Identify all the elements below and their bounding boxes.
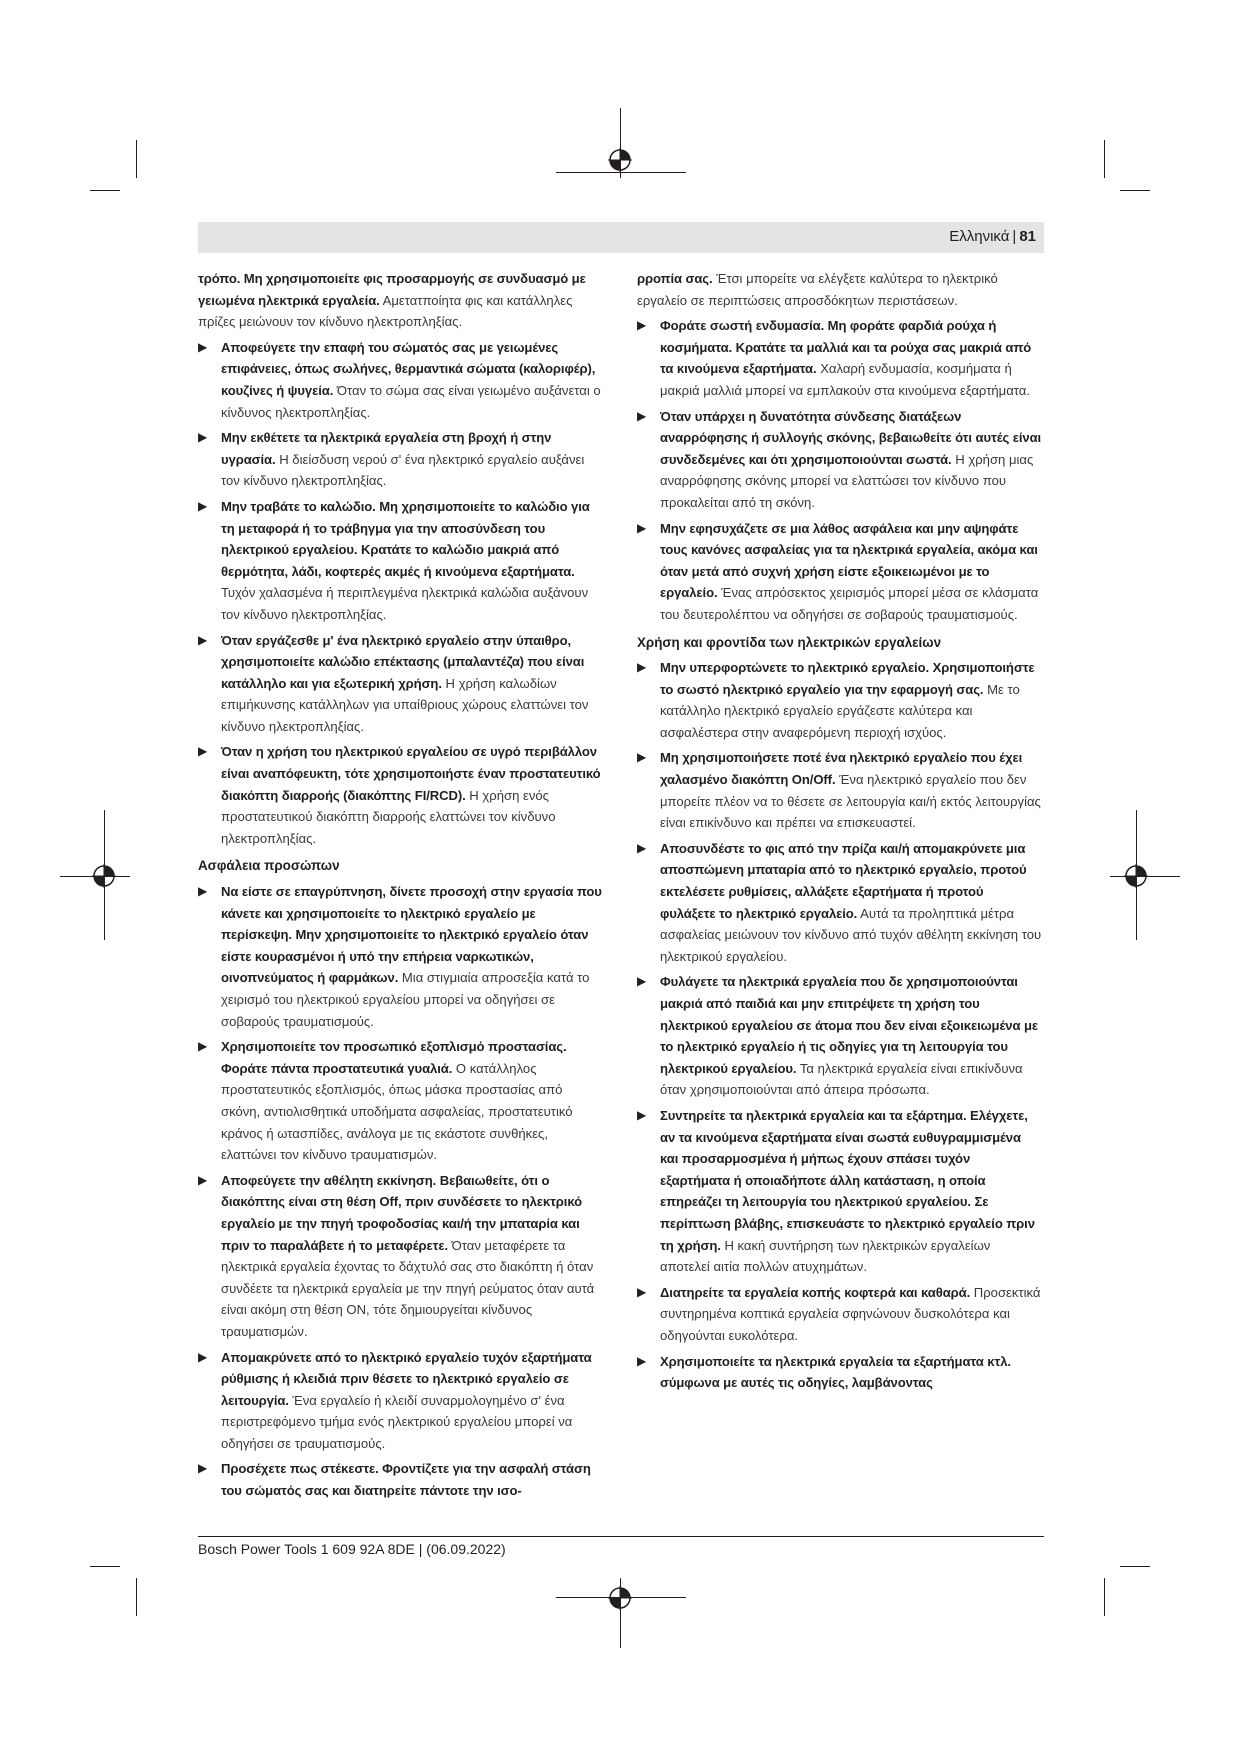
- bullet-arrow-icon: ▶: [637, 750, 647, 765]
- instruction-explanation-text: Η χρήση ενός προστατευτικού διακόπτη διαρροής ελαττώνει τον κίνδυνο ηλεκτροπληξίας.: [221, 787, 556, 846]
- instruction-bold-text: ρροπία σας.: [637, 271, 713, 286]
- bullet-arrow-icon: ▶: [198, 744, 208, 759]
- instruction-explanation-text: Ένα ηλεκτρικό εργαλείο που δεν μπορείτε πλέον να το θέσετε σε λειτουργία και/ή εκτός λειτουργίας είναι επικίνδυνο και πρέπει να επισκευαστεί.: [660, 772, 1041, 831]
- section-heading: Χρήση και φροντίδα των ηλεκτρικών εργαλείων: [637, 634, 942, 650]
- instruction-bold-text: Αποσυνδέστε το φις από την πρίζα και/ή απομακρύνετε μια αποσπώμενη μπαταρία από το ηλεκτρικό εργαλείο, προτού εκτελέσετε ρυθμίσεις, αλλάξετε εξαρτήματα ή προτού φυλάξετε το ηλεκτρικό εργαλείο.: [660, 840, 1027, 921]
- bullet-arrow-icon: ▶: [637, 408, 647, 423]
- right-column: [637, 268, 1042, 1398]
- instruction-explanation-text: Τυχόν χαλασμένα ή περιπλεγμένα ηλεκτρικά καλώδια αυξάνουν τον κίνδυνο ηλεκτροπληξίας.: [221, 585, 589, 622]
- instruction-bold-text: Απομακρύνετε από το ηλεκτρικό εργαλείο τυχόν εξαρτήματα ρύθμισης ή κλειδιά πριν θέσετε το ηλεκτρικό εργαλείο σε λειτουργία.: [221, 1349, 592, 1408]
- instruction-bold-text: Αποφεύγετε την αθέλητη εκκίνηση. Βεβαιωθείτε, ότι ο διακόπτης είναι στη θέση Off, πριν συνδέσετε το ηλεκτρικό εργαλείο με την πηγή τροφοδοσίας και/ή την μπαταρία και πριν το παραλάβετε ή το μεταφέρετε.: [221, 1172, 583, 1253]
- continued-paragraph: [198, 268, 603, 333]
- registration-top-line-h: [556, 172, 686, 173]
- instruction-explanation-text: Η διείσδυση νερού σ' ένα ηλεκτρικό εργαλείο αυξάνει τον κίνδυνο ηλεκτροπληξίας.: [221, 451, 585, 489]
- instruction-explanation-text: Αμετατποίητα φις και κατάλληλες πρίζες μειώνουν τον κίνδυνο ηλεκτροπληξίας.: [198, 292, 573, 330]
- instruction-explanation-text: Ο κατάλληλος προστατευτικός εξοπλισμός, όπως μάσκα προστασίας από σκόνη, αντιολισθητικά υποδήματα ασφαλείας, προστατευτικό κράνος ή ωτασπίδες, ανάλογα με τις εκάστοτε συνθήκες, ελαττώνει τον κίνδυνο τραυματισμών.: [221, 1060, 573, 1163]
- bullet-arrow-icon: ▶: [198, 1172, 208, 1187]
- page-header: [198, 222, 1044, 253]
- instruction-explanation-text: Ένας απρόσεκτος χειρισμός μπορεί μέσα σε κλάσματα του δευτερολέπτου να οδηγήσει σε σοβαρούς τραυματισμούς.: [660, 585, 1039, 622]
- instruction-bold-text: Όταν υπάρχει η δυνατότητα σύνδεσης διατάξεων αναρρόφησης ή συλλογής σκόνης, βεβαιωθείτε ότι αυτές είναι συνδεδεμένες και ότι χρησιμοποιούνται σωστά.: [660, 408, 1042, 467]
- instruction-bold-text: Μην τραβάτε το καλώδιο. Μη χρησιμοποιείτε το καλώδιο για τη μεταφορά ή το τράβηγμα για την αποσύνδεση του ηλεκτρικού εργαλείου. Κρατάτε το καλώδιο μακριά από θερμότητα, λάδι, κοφτερές ακμές ή κινούμενα εξαρτήματα.: [221, 498, 590, 579]
- crop-mark-bottom-right-h: [1120, 1566, 1150, 1567]
- instruction-bold-text: Συντηρείτε τα ηλεκτρικά εργαλεία και τα εξάρτημα. Ελέγχετε, αν τα κινούμενα εξαρτήματα είναι σωστά ευθυγραμμισμένα και προσαρμοσμένα ή μήπως έχουν σπάσει τυχόν εξαρτήματα ή οποιαδήποτε άλλη κατάσταση, η οποία επηρεάζει τη λειτουργία του ηλεκτρικού εργαλείου. Σε περίπτωση βλάβης, επισκευάστε το ηλεκτρικό εργαλείο πριν τη χρήση.: [660, 1107, 1035, 1253]
- left-column: [198, 268, 603, 1506]
- registration-target-bottom-icon: [608, 1586, 632, 1610]
- safety-instruction-item: [637, 1282, 1042, 1347]
- instruction-explanation-text: Μια στιγμιαία απροσεξία κατά το χειρισμό του ηλεκτρικού εργαλείου μπορεί να οδηγήσει σε σοβαρούς τραυματισμούς.: [221, 970, 590, 1029]
- instruction-bold-text: Να είστε σε επαγρύπνηση, δίνετε προσοχή στην εργασία που κάνετε και χρησιμοποιείτε το ηλεκτρικό εργαλείο με περίσκεψη. Μην χρησιμοποιείτε το ηλεκτρικό εργαλείο όταν είστε κουρασμένοι ή υπό την επήρεια ναρκωτικών, οινοπνεύματος ή φαρμάκων.: [221, 884, 602, 986]
- instruction-bold-text: Προσέχετε πως στέκεστε. Φροντίζετε για την ασφαλή στάση του σώματός σας και διατηρείτε πάντοτε την ισο-: [221, 1461, 591, 1499]
- instruction-explanation-text: Όταν το σώμα σας είναι γειωμένο αυξάνεται ο κίνδυνος ηλεκτροπληξίας.: [221, 382, 601, 420]
- safety-instruction-item: [637, 1351, 1042, 1394]
- instruction-explanation-text: Προσεκτικά συντηρημένα κοπτικά εργαλεία σφηνώνουν δυσκολότερα και οδηγούνται ευκολότερα.: [660, 1284, 1041, 1343]
- instruction-bold-text: Φοράτε σωστή ενδυμασία. Μη φοράτε φαρδιά ρούχα ή κοσμήματα. Κρατάτε τα μαλλιά και τα ρούχα σας μακριά από τα κινούμενα εξαρτήματα.: [660, 318, 1032, 377]
- instruction-bold-text: τρόπο. Μη χρησιμοποιείτε φις προσαρμογής σε συνδυασμό με γειωμένα ηλεκτρικά εργαλεία.: [198, 271, 586, 308]
- safety-instruction-item: [637, 1105, 1042, 1278]
- bullet-arrow-icon: ▶: [637, 974, 647, 989]
- bullet-arrow-icon: ▶: [637, 318, 647, 333]
- safety-instruction-item: [637, 747, 1042, 833]
- bullet-arrow-icon: ▶: [198, 1461, 208, 1476]
- bullet-arrow-icon: ▶: [198, 1039, 208, 1054]
- crop-mark-top-left-h: [90, 190, 120, 191]
- crop-mark-top-right-h: [1120, 190, 1150, 191]
- crop-mark-top-right-v: [1104, 140, 1105, 178]
- safety-instruction-item: [637, 315, 1042, 401]
- safety-instruction-item: [637, 518, 1042, 626]
- instruction-explanation-text: Τα ηλεκτρικά εργαλεία είναι επικίνδυνα όταν χρησιμοποιούνται από άπειρα πρόσωπα.: [660, 1060, 1023, 1098]
- safety-instruction-item: [637, 657, 1042, 743]
- instruction-bold-text: Μη χρησιμοποιήσετε ποτέ ένα ηλεκτρικό εργαλείο που έχει χαλασμένο διακόπτη On/Off.: [660, 750, 1023, 788]
- header-section: Ελληνικά: [949, 228, 1010, 245]
- bullet-arrow-icon: ▶: [637, 1284, 647, 1299]
- safety-instruction-item: [198, 337, 603, 423]
- registration-target-right-icon: [1124, 864, 1148, 888]
- bullet-arrow-icon: ▶: [198, 498, 208, 513]
- safety-instruction-item: [637, 838, 1042, 968]
- instruction-bold-text: Αποφεύγετε την επαφή του σώματός σας με γειωμένες επιφάνειες, όπως σωλήνες, θερμαντικά σώματα (καλοριφέρ), κουζίνες ή ψυγεία.: [221, 339, 596, 398]
- bullet-arrow-icon: ▶: [637, 660, 647, 675]
- instruction-explanation-text: Αυτά τα προληπτικά μέτρα ασφαλείας μειώνουν τον κίνδυνο από τυχόν αθέλητη εκκίνηση του ηλεκτρικού εργαλείου.: [660, 905, 1042, 964]
- safety-instruction-item: [198, 427, 603, 492]
- registration-target-top-icon: [608, 148, 632, 172]
- safety-instruction-item: [198, 1036, 603, 1166]
- safety-instruction-item: [198, 630, 603, 738]
- continued-paragraph: [637, 268, 1042, 311]
- footer-text: Bosch Power Tools 1 609 92A 8DE | (06.09.2022): [198, 1541, 506, 1557]
- instruction-bold-text: Μην εφησυχάζετε σε μια λάθος ασφάλεια και μην αψηφάτε τους κανόνες ασφαλείας για τα ηλεκτρικά εργαλεία, ακόμα και όταν μετά από συχνή χρήση είστε εξοικειωμένοι με το εργαλείο.: [660, 520, 1038, 601]
- safety-instruction-item: [637, 971, 1042, 1101]
- safety-instruction-item: [198, 1458, 603, 1501]
- instruction-explanation-text: Η κακή συντήρηση των ηλεκτρικών εργαλείων αποτελεί αιτία πολλών ατυχημάτων.: [660, 1237, 991, 1275]
- bullet-arrow-icon: ▶: [637, 520, 647, 535]
- instruction-bold-text: Φυλάγετε τα ηλεκτρικά εργαλεία που δε χρησιμοποιούνται μακριά από παιδιά και μην επιτρέψετε τη χρήση του ηλεκτρικού εργαλείου σε άτομα που δεν είναι εξοικειωμένα με το ηλεκτρικό εργαλείο ή τις οδηγίες για τη λειτουργία του ηλεκτρικού εργαλείου.: [660, 974, 1038, 1076]
- safety-instruction-item: [198, 496, 603, 626]
- registration-target-left-icon: [92, 864, 116, 888]
- safety-instruction-item: [198, 1347, 603, 1455]
- instruction-bold-text: Μην υπερφορτώνετε το ηλεκτρικό εργαλείο. Χρησιμοποιήστε το σωστό ηλεκτρικό εργαλείο για την εφαρμογή σας.: [660, 660, 1035, 697]
- crop-mark-bottom-right-v: [1104, 1578, 1105, 1616]
- instruction-explanation-text: Η χρήση καλωδίων επιμήκυνσης κατάλληλων για υπαίθριους χώρους ελαττώνει τον κίνδυνο ηλεκτροπληξίας.: [221, 675, 589, 734]
- safety-instruction-item: [637, 406, 1042, 514]
- instruction-explanation-text: Χαλαρή ενδυμασία, κοσμήματα ή μακριά μαλλιά μπορεί να εμπλακούν στα κινούμενα εξαρτήματα.: [660, 361, 1030, 398]
- bullet-arrow-icon: ▶: [637, 840, 647, 855]
- instruction-bold-text: Διατηρείτε τα εργαλεία κοπής κοφτερά και καθαρά.: [660, 1284, 971, 1300]
- instruction-bold-text: Χρησιμοποιείτε τον προσωπικό εξοπλισμό προστασίας. Φοράτε πάντα προστατευτικά γυαλιά.: [221, 1039, 567, 1076]
- bullet-arrow-icon: ▶: [198, 1349, 208, 1364]
- crop-mark-bottom-left-v: [136, 1578, 137, 1616]
- instruction-explanation-text: Ένα εργαλείο ή κλειδί συναρμολογημένο σ' ένα περιστρεφόμενο τμήμα ενός ηλεκτρικού εργαλείου μπορεί να οδηγήσει σε τραυματισμούς.: [221, 1392, 573, 1451]
- bullet-arrow-icon: ▶: [198, 632, 208, 647]
- header-label: Ελληνικά | 81: [949, 228, 1036, 245]
- instruction-bold-text: Μην εκθέτετε τα ηλεκτρικά εργαλεία στη βροχή ή στην υγρασία.: [221, 430, 552, 467]
- instruction-bold-text: Όταν η χρήση του ηλεκτρικού εργαλείου σε υγρό περιβάλλον είναι αναπόφευκτη, τότε χρησιμοποιήστε έναν προστατευτικό διακόπτη διαρροής (διακόπτης FI/RCD).: [221, 744, 601, 803]
- crop-mark-top-left-v: [136, 140, 137, 178]
- bullet-arrow-icon: ▶: [637, 1353, 647, 1368]
- bullet-arrow-icon: ▶: [198, 339, 208, 354]
- section-heading: Ασφάλεια προσώπων: [198, 858, 340, 874]
- instruction-explanation-text: Η χρήση μιας αναρρόφησης σκόνης μπορεί να ελαττώσει τον κίνδυνο που προκαλείται από τη σκόνη.: [660, 451, 1034, 510]
- instruction-explanation-text: Όταν μεταφέρετε τα ηλεκτρικά εργαλεία έχοντας το δάχτυλό σας στο διακόπτη ή όταν συνδέετε τα ηλεκτρικά εργαλεία με την πηγή ρεύματος όταν αυτά είναι ακόμη στη θέση ON, τότε δημιουργείται κίνδυνος τραυματισμών.: [221, 1237, 595, 1339]
- instruction-explanation-text: Έτσι μπορείτε να ελέγξετε καλύτερα το ηλεκτρικό εργαλείο σε περιπτώσεις απροσδόκητων περιστάσεων.: [637, 271, 998, 308]
- instruction-explanation-text: Με το κατάλληλο ηλεκτρικό εργαλείο εργάζεστε καλύτερα και ασφαλέστερα στην αναφερόμενη περιοχή ισχύος.: [660, 681, 1020, 740]
- page-number: 81: [1019, 228, 1036, 245]
- bullet-arrow-icon: ▶: [198, 430, 208, 445]
- instruction-bold-text: Χρησιμοποιείτε τα ηλεκτρικά εργαλεία τα εξαρτήματα κτλ. σύμφωνα με αυτές τις οδηγίες, λαμβάνοντας: [660, 1353, 1011, 1391]
- safety-instruction-item: [198, 741, 603, 849]
- bullet-arrow-icon: ▶: [198, 884, 208, 899]
- instruction-bold-text: Όταν εργάζεσθε μ' ένα ηλεκτρικό εργαλείο στην ύπαιθρο, χρησιμοποιείτε καλώδιο επέκτασης (μπαλαντέζα) που είναι κατάλληλο και για εξωτερική χρήση.: [221, 632, 585, 691]
- safety-instruction-item: [198, 881, 603, 1032]
- safety-instruction-item: [198, 1170, 603, 1343]
- crop-mark-bottom-left-h: [90, 1566, 120, 1567]
- footer-rule: [198, 1536, 1044, 1537]
- bullet-arrow-icon: ▶: [637, 1107, 647, 1122]
